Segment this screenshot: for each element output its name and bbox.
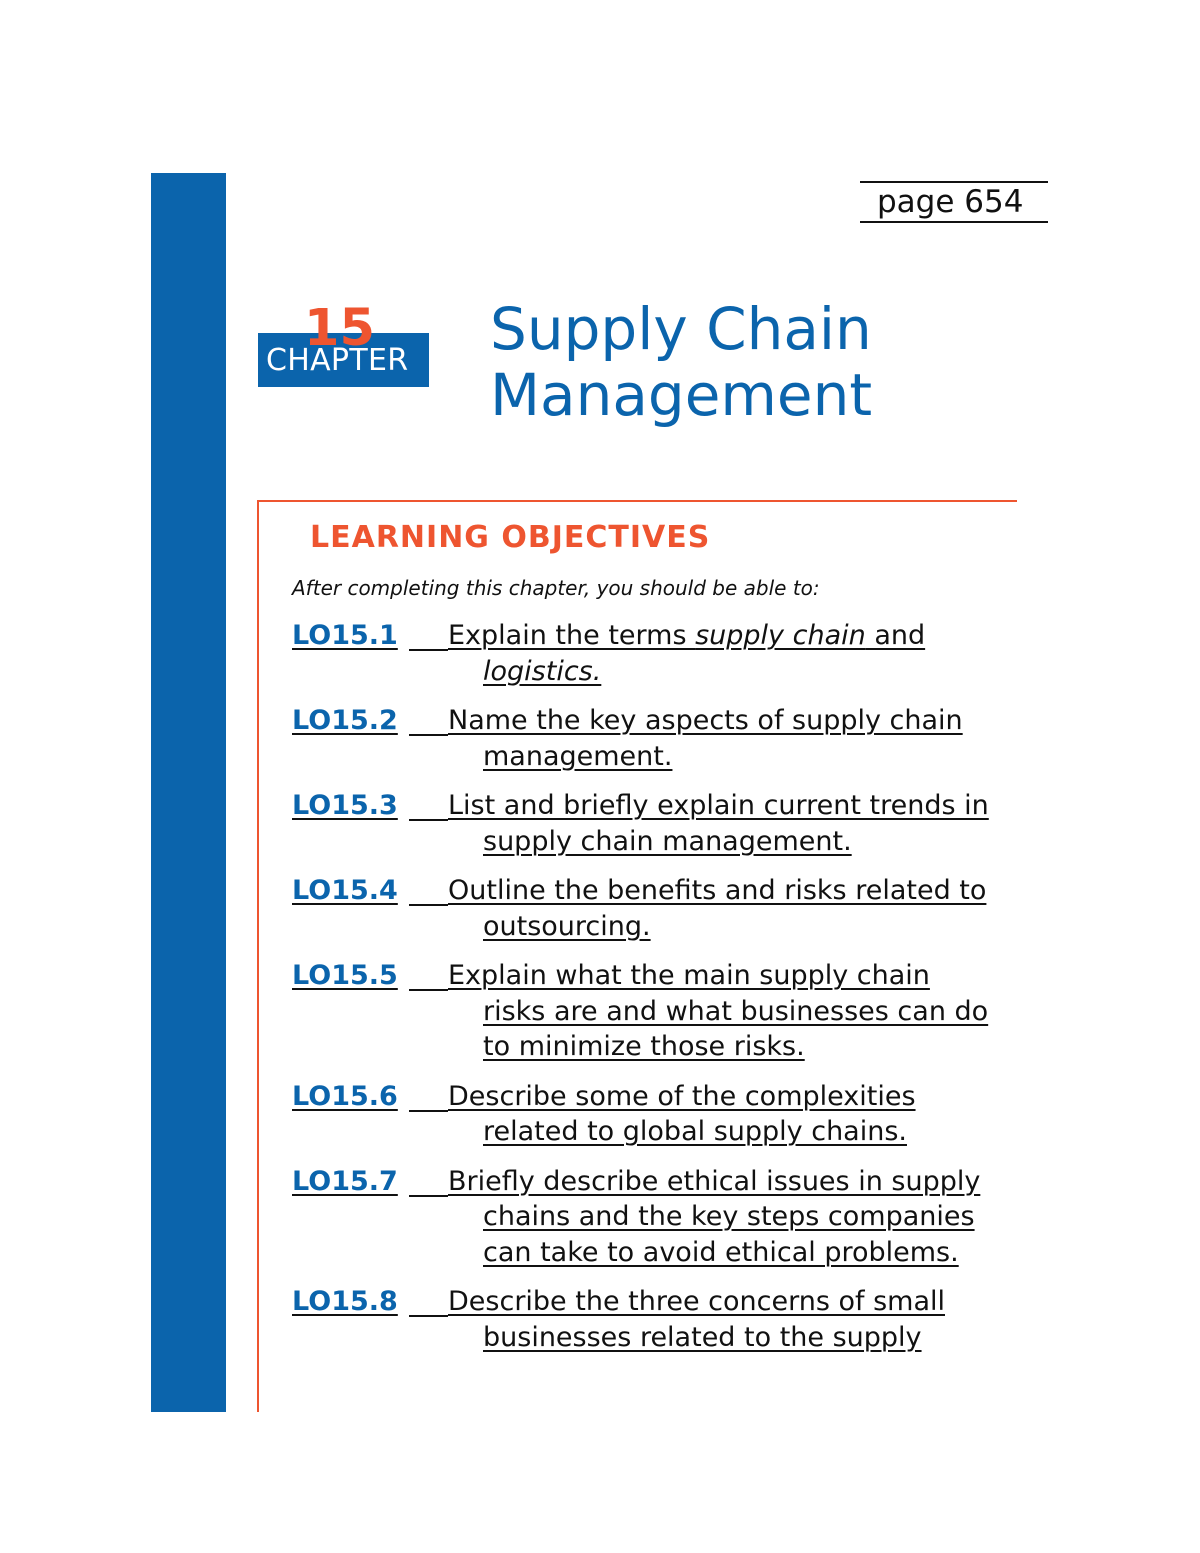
chapter-title	[490, 296, 872, 428]
objective-underline-gap	[409, 904, 448, 906]
objective-underline-gap	[409, 1315, 448, 1317]
objectives-frame-top-rule	[257, 500, 1017, 502]
objective-item-lo15-7	[292, 1164, 992, 1271]
chapter-title-line-2: Management	[490, 361, 873, 429]
objective-underline-gap	[409, 734, 448, 736]
objective-code-link[interactable]: LO15.2	[292, 705, 398, 736]
objective-text-part: Outline the benefits and risks related to outsourcing.	[448, 875, 987, 942]
objectives-frame-left-rule	[257, 500, 259, 1412]
page-number: page 654	[860, 181, 1048, 223]
objective-item-lo15-4	[292, 873, 992, 944]
objective-text	[448, 958, 992, 1065]
side-color-bar	[151, 173, 226, 1412]
objective-underline-gap	[409, 819, 448, 821]
chapter-number: 15	[304, 299, 375, 358]
objective-underline-gap	[409, 989, 448, 991]
objective-code-link[interactable]: LO15.8	[292, 1286, 398, 1317]
objective-item-lo15-6	[292, 1079, 992, 1150]
objective-text-part: Name the key aspects of supply chain management.	[448, 705, 963, 772]
objective-emphasis: supply chain	[695, 620, 866, 651]
objective-text	[448, 1164, 992, 1271]
objective-text-part: Describe some of the complexities related to global supply chains.	[448, 1080, 916, 1147]
chapter-title-line-1: Supply Chain	[490, 295, 872, 363]
objective-text-part: Explain the terms	[448, 620, 696, 651]
objective-text	[448, 1284, 992, 1355]
objective-emphasis: logistics.	[483, 655, 602, 687]
objective-text-part: Briefly describe ethical issues in supply chains and the key steps companies can take to avoid ethical problems.	[448, 1165, 981, 1268]
objective-text	[448, 788, 992, 859]
objective-text-part: Explain what the main supply chain risks are and what businesses can do to minimize those risks.	[448, 960, 989, 1062]
learning-objectives-intro: After completing this chapter, you should be able to:	[292, 576, 820, 600]
objective-item-lo15-3	[292, 788, 992, 859]
objective-code-link[interactable]: LO15.1	[292, 620, 398, 651]
objective-code-link[interactable]: LO15.3	[292, 790, 398, 821]
objective-code-link[interactable]: LO15.4	[292, 875, 398, 906]
objective-text	[448, 1079, 992, 1150]
learning-objectives-heading: LEARNING OBJECTIVES	[310, 520, 711, 555]
objective-text	[448, 873, 992, 944]
objective-text	[448, 703, 992, 774]
objective-underline-gap	[409, 649, 448, 651]
objective-item-lo15-5	[292, 958, 992, 1065]
objective-underline-gap	[409, 1110, 448, 1112]
objective-text	[448, 618, 992, 689]
objective-text-part: Describe the three concerns of small businesses related to the supply	[448, 1286, 945, 1353]
objective-item-lo15-8	[292, 1284, 992, 1355]
objective-code-link[interactable]: LO15.6	[292, 1080, 398, 1112]
objective-code-link[interactable]: LO15.5	[292, 960, 398, 991]
objective-item-lo15-2	[292, 703, 992, 774]
chapter-label: CHAPTER	[266, 343, 409, 378]
learning-objectives-list	[292, 618, 992, 1369]
objective-underline-gap	[409, 1195, 448, 1197]
objective-text-part: List and briefly explain current trends in supply chain management.	[448, 790, 989, 857]
objective-code-link[interactable]: LO15.7	[292, 1165, 398, 1197]
objective-text-part: and	[865, 620, 926, 651]
objective-item-lo15-1	[292, 618, 992, 689]
